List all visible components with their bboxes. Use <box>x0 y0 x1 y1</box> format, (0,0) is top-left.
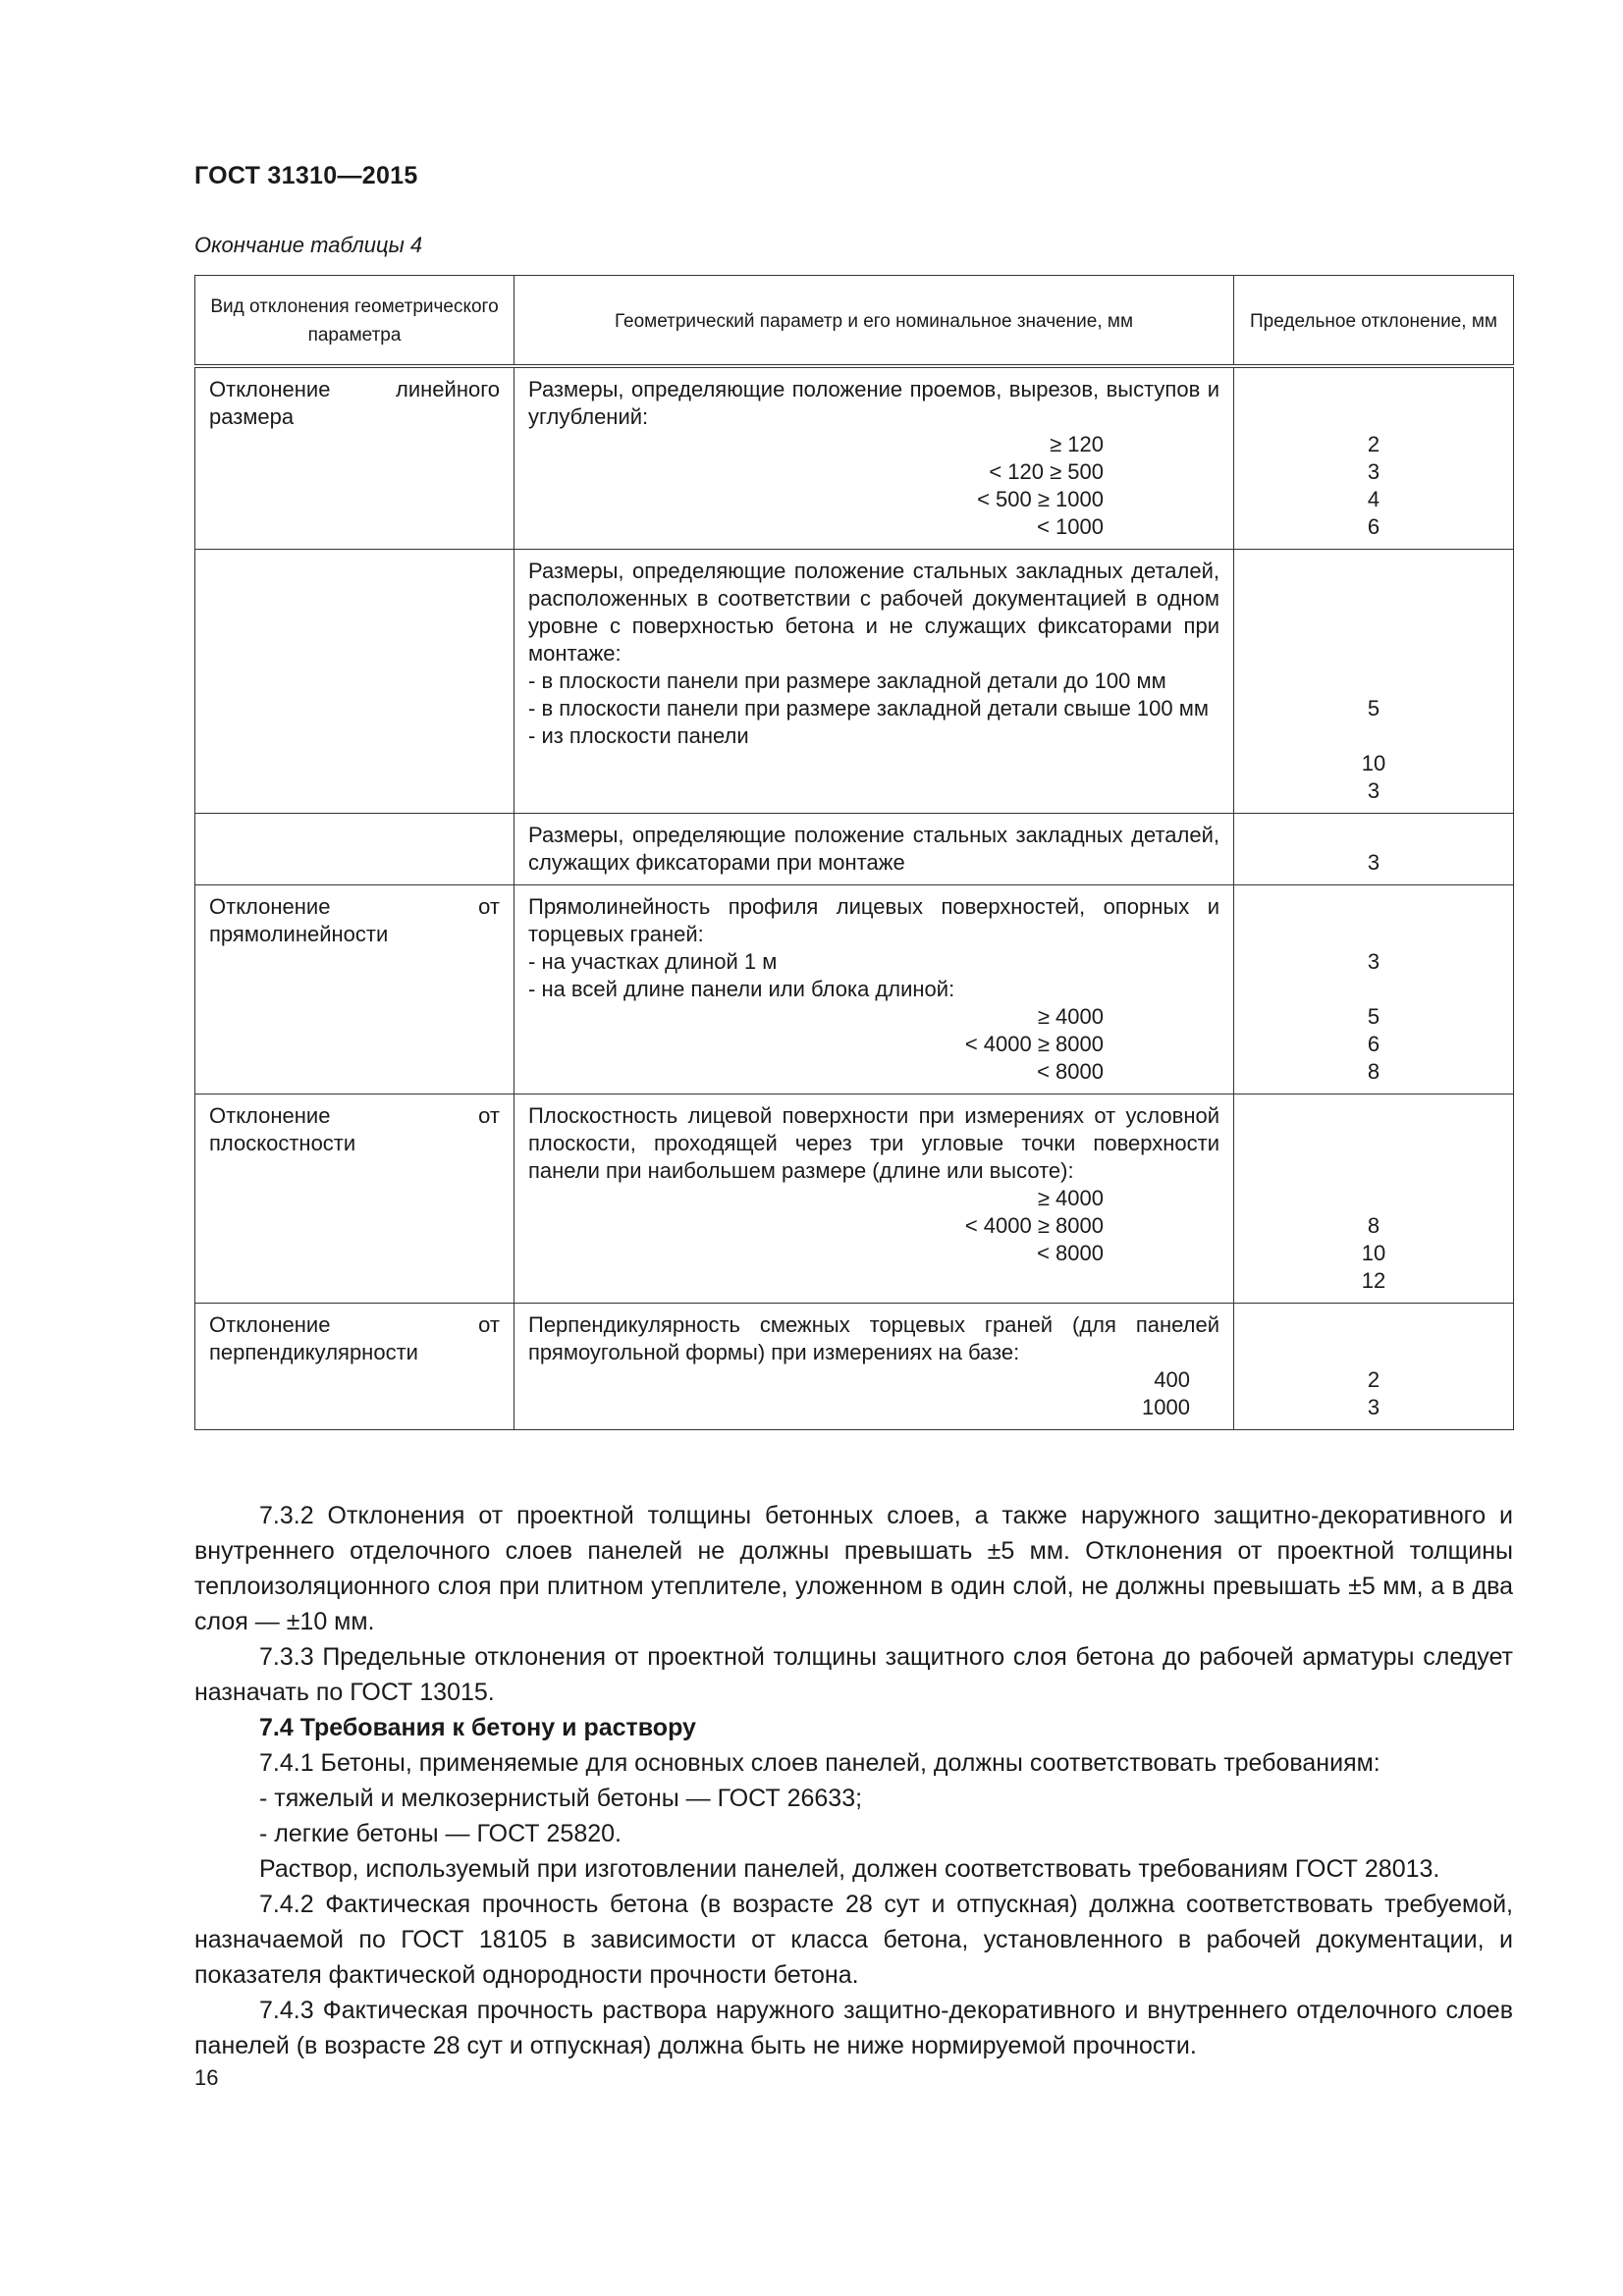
nominal-list <box>528 1185 1219 1267</box>
limit-value: 5 <box>1367 1004 1380 1029</box>
limit-cell <box>1234 366 1514 550</box>
limit-value: 8 <box>1367 1059 1380 1084</box>
deviation-kind-cell: Отклонение от перпендикулярности <box>195 1304 514 1430</box>
parameter-cell <box>514 885 1234 1095</box>
limit-value: 3 <box>1367 850 1380 875</box>
page-number: 16 <box>194 2065 219 2090</box>
header-cell: Предельное отклонение, мм <box>1234 276 1514 367</box>
nominal-value: < 8000 <box>1037 1059 1104 1084</box>
limit-value: 3 <box>1367 459 1380 484</box>
header-cell: Геометрический параметр и его номинальное значение, мм <box>514 276 1234 367</box>
nominal-value: ≥ 120 <box>1050 432 1104 456</box>
paragraph-7-4-1: 7.4.1 Бетоны, применяемые для основных слоев панелей, должны соответствовать требованиям: <box>259 1749 1380 1777</box>
limit-value: 3 <box>1367 778 1380 803</box>
parameter-text: Прямолинейность профиля лицевых поверхностей, опорных и торцевых граней: <box>528 894 1219 946</box>
limit-cell <box>1234 550 1514 814</box>
limit-cell <box>1234 885 1514 1095</box>
deviations-table <box>194 275 1514 1430</box>
table-caption: Окончание таблицы 4 <box>194 233 423 257</box>
nominal-value: 1000 <box>1142 1395 1190 1419</box>
nominal-value: ≥ 4000 <box>1037 1004 1104 1029</box>
limit-value: 12 <box>1361 1268 1386 1293</box>
nominal-value: < 4000 ≥ 8000 <box>964 1213 1104 1238</box>
nominal-value: < 8000 <box>1037 1241 1104 1265</box>
parameter-item: - в плоскости панели при размере закладной детали до 100 мм <box>528 668 1166 693</box>
limit-value: 4 <box>1367 487 1380 511</box>
limit-value: 6 <box>1367 1032 1380 1056</box>
nominal-value: 400 <box>1154 1367 1190 1392</box>
table-header-row <box>195 276 1514 367</box>
nominal-list <box>528 431 1219 541</box>
paragraph-7-4-2: 7.4.2 Фактическая прочность бетона (в возрасте 28 сут и отпускная) должна соответствовать требуемой, назначаемой по ГОСТ 18105 в зависимости от класса бетона, установленного в рабочей документации, и показателя фактической однородности прочности бетона. <box>194 1891 1513 1989</box>
table-row <box>195 885 1514 1095</box>
limit-value: 10 <box>1361 751 1386 775</box>
parameter-item: - из плоскости панели <box>528 723 749 748</box>
nominal-value: < 500 ≥ 1000 <box>977 487 1104 511</box>
parameter-text: Размеры, определяющие положение стальных закладных деталей, служащих фиксаторами при монтаже <box>528 823 1219 875</box>
table-row <box>195 1095 1514 1304</box>
paragraph-7-4-3: 7.4.3 Фактическая прочность раствора наружного защитно-декоративного и внутреннего отделочного слоев панелей (в возрасте 28 сут и отпускная) должна быть не ниже нормируемой прочности. <box>194 1997 1513 2059</box>
limit-value: 3 <box>1367 949 1380 974</box>
list-item: - легкие бетоны — ГОСТ 25820. <box>259 1820 622 1847</box>
parameter-cell <box>514 366 1234 550</box>
paragraph-7-3-3: 7.3.3 Предельные отклонения от проектной толщины защитного слоя бетона до рабочей арматуры следует назначать по ГОСТ 13015. <box>194 1643 1513 1706</box>
deviation-kind-cell: Отклонение от прямолинейности <box>195 885 514 1095</box>
deviation-kind-cell <box>195 814 514 885</box>
limit-value: 8 <box>1367 1213 1380 1238</box>
paragraph-mortar: Раствор, используемый при изготовлении панелей, должен соответствовать требованиям ГОСТ 28013. <box>259 1855 1440 1883</box>
limit-cell <box>1234 1304 1514 1430</box>
parameter-cell <box>514 814 1234 885</box>
limit-value: 2 <box>1367 432 1380 456</box>
table-row <box>195 366 1514 550</box>
nominal-value: ≥ 4000 <box>1037 1186 1104 1210</box>
limit-value: 6 <box>1367 514 1380 539</box>
parameter-text: Размеры, определяющие положение проемов, вырезов, выступов и углублений: <box>528 377 1219 429</box>
nominal-value: < 120 ≥ 500 <box>989 459 1104 484</box>
parameter-item: - на всей длине панели или блока длиной: <box>528 977 955 1001</box>
nominal-value: < 4000 ≥ 8000 <box>964 1032 1104 1056</box>
nominal-list <box>528 1003 1219 1086</box>
deviation-kind-cell: Отклонение от плоскостности <box>195 1095 514 1304</box>
parameter-text: Размеры, определяющие положение стальных закладных деталей, расположенных в соответствии с рабочей документацией в одном уровне с поверхностью бетона и не служащих фиксаторами при монтаже: <box>528 559 1219 666</box>
deviation-kind-cell <box>195 550 514 814</box>
parameter-item: - в плоскости панели при размере закладной детали свыше 100 мм <box>528 696 1209 721</box>
section-heading-7-4: 7.4 Требования к бетону и раствору <box>259 1714 696 1741</box>
table-row <box>195 1304 1514 1430</box>
limit-value: 2 <box>1367 1367 1380 1392</box>
nominal-list <box>528 1366 1219 1421</box>
paragraph-7-3-2: 7.3.2 Отклонения от проектной толщины бетонных слоев, а также наружного защитно-декоративного и внутреннего отделочного слоев панелей не должны превышать ±5 мм. Отклонения от проектной толщины теплоизоляционного слоя при плитном утеплителе, уложенном в один слой, не должны превышать ±5 мм, а в два слоя — ±10 мм. <box>194 1502 1513 1635</box>
parameter-text: Плоскостность лицевой поверхности при измерениях от условной плоскости, проходящей через три угловые точки поверхности панели при наибольшем размере (длине или высоте): <box>528 1103 1219 1183</box>
list-item: - тяжелый и мелкозернистый бетоны — ГОСТ 26633; <box>259 1785 863 1812</box>
parameter-cell <box>514 1095 1234 1304</box>
limit-value: 10 <box>1361 1241 1386 1265</box>
limit-cell <box>1234 1095 1514 1304</box>
header-cell: Вид отклонения геометрического параметра <box>195 276 514 367</box>
parameter-text: Перпендикулярность смежных торцевых граней (для панелей прямоугольной формы) при измерениях на базе: <box>528 1312 1219 1364</box>
limit-value: 3 <box>1367 1395 1380 1419</box>
deviation-kind-cell: Отклонение линейного размера <box>195 366 514 550</box>
limit-value: 5 <box>1367 696 1380 721</box>
document-body <box>194 1498 1513 2063</box>
table-row <box>195 814 1514 885</box>
limit-cell <box>1234 814 1514 885</box>
nominal-value: < 1000 <box>1037 514 1104 539</box>
document-header: ГОСТ 31310—2015 <box>194 162 418 189</box>
parameter-cell <box>514 550 1234 814</box>
table-row <box>195 550 1514 814</box>
parameter-item: - на участках длиной 1 м <box>528 949 778 974</box>
parameter-cell <box>514 1304 1234 1430</box>
